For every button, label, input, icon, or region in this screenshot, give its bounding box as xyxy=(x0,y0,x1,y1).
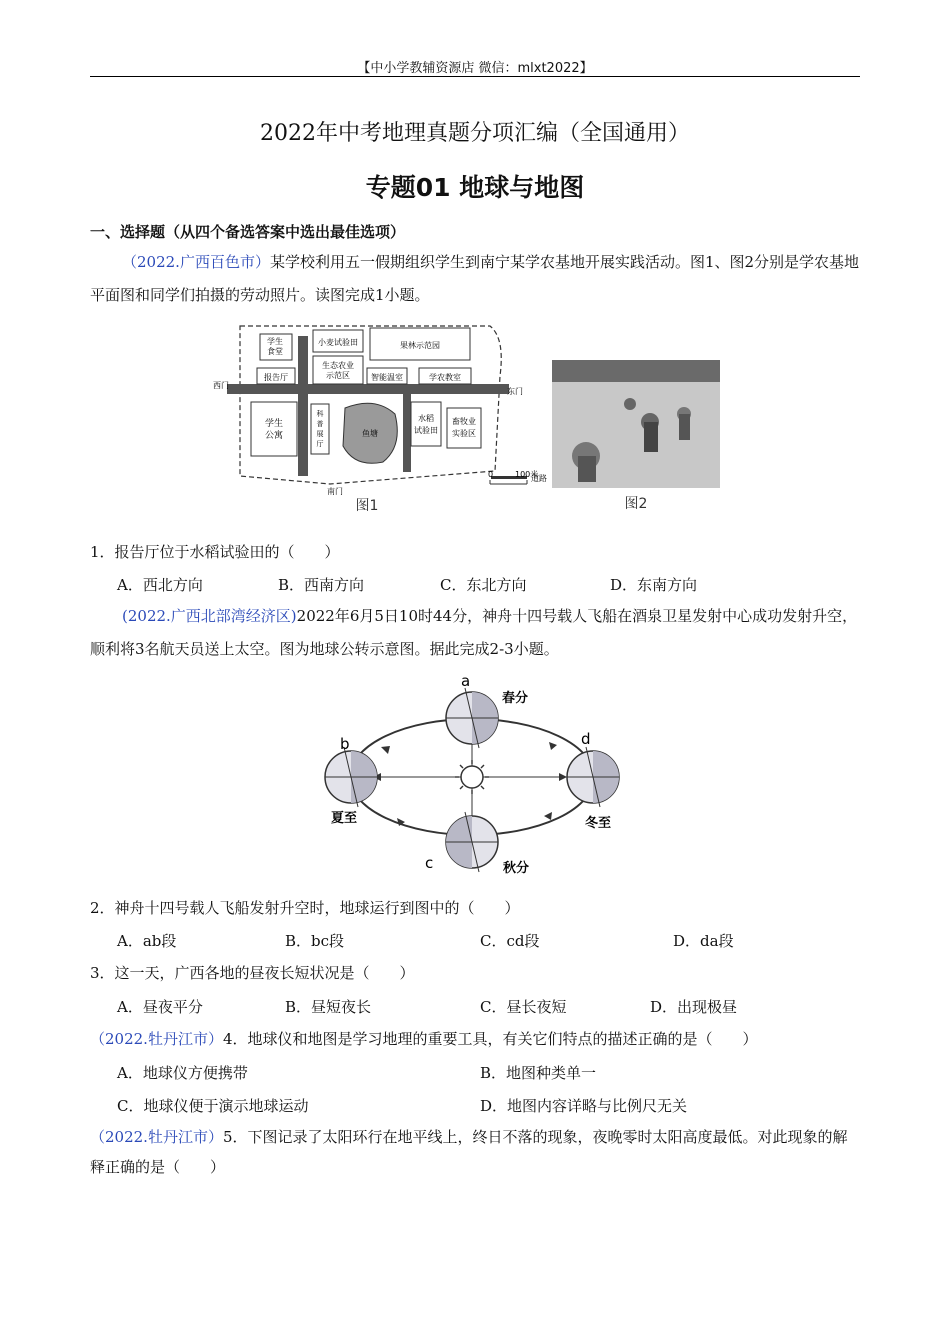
header-rule xyxy=(90,76,860,77)
q4-option-c: C．地球仪便于演示地球运动 xyxy=(117,1097,309,1115)
svg-text:食堂: 食堂 xyxy=(267,347,283,356)
q5-stem: 5．下图记录了太阳环行在地平线上，终日不落的现象，夜晚零时太阳高度最低。对此现象的解释正确的是（ ） xyxy=(90,1128,848,1176)
figure3-orbit-diagram xyxy=(315,672,635,882)
q1-option-c: C．东北方向 xyxy=(440,576,527,594)
svg-text:试验田: 试验田 xyxy=(414,426,438,435)
earth-b-icon xyxy=(325,747,377,807)
label-canteen: 学生 xyxy=(267,337,283,346)
q2-option-d: D．da段 xyxy=(673,932,734,950)
label-east-gate: 东门 xyxy=(507,387,523,396)
label-science-hall: 科 xyxy=(316,410,324,418)
block2-intro xyxy=(90,600,862,666)
label-south-gate: 南门 xyxy=(327,487,343,496)
q2-option-a: A．ab段 xyxy=(117,932,177,950)
svg-text:公寓: 公寓 xyxy=(264,431,284,441)
earth-a-icon xyxy=(446,688,498,748)
orbit-label-d: d xyxy=(581,730,591,748)
svg-text:厅: 厅 xyxy=(316,440,324,448)
figure1-caption: 图1 xyxy=(355,498,379,514)
page-header: 【中小学教辅资源店 微信：mlxt2022】 xyxy=(357,61,593,76)
label-spring-equinox: 春分 xyxy=(502,691,529,706)
svg-text:示范区: 示范区 xyxy=(326,371,350,380)
q4-option-a: A．地球仪方便携带 xyxy=(117,1064,248,1082)
label-orchard: 果林示范园 xyxy=(400,341,440,350)
question-3-stem: 3．这一天，广西各地的昼夜长短状况是（ ） xyxy=(90,964,415,982)
question-5-stem-block xyxy=(90,1122,862,1182)
svg-text:展: 展 xyxy=(316,430,324,438)
q1-option-a: A．西北方向 xyxy=(117,576,203,594)
block2-source: (2022.广西北部湾经济区) xyxy=(122,607,297,625)
figure2-caption: 图2 xyxy=(624,496,648,512)
earth-d-icon xyxy=(567,747,619,807)
document-subtitle: 专题01 地球与地图 xyxy=(365,173,585,202)
label-eco-farm: 生态农业 xyxy=(322,361,354,370)
block1-text: 某学校利用五一假期组织学生到南宁某学农基地开展实践活动。图1、图2分别是学农基地平面图和同学们拍摄的劳动照片。读图完成1小题。 xyxy=(90,253,860,304)
question-2-stem: 2．神舟十四号载人飞船发射升空时，地球运行到图中的（ ） xyxy=(90,899,520,917)
svg-text:普: 普 xyxy=(316,420,324,428)
label-road: 道路 xyxy=(531,474,547,483)
q3-option-b: B．昼短夜长 xyxy=(285,998,372,1016)
document-title: 2022年中考地理真题分项汇编（全国通用） xyxy=(260,121,690,146)
label-wheat: 小麦试验田 xyxy=(318,338,358,347)
q5-source: （2022.牡丹江市） xyxy=(90,1128,223,1146)
label-scale-zero: 0 xyxy=(488,470,494,479)
earth-c-icon xyxy=(446,812,498,872)
q4-option-b: B．地图种类单一 xyxy=(480,1064,597,1082)
label-classroom: 学农教室 xyxy=(429,373,461,382)
label-autumn-equinox: 秋分 xyxy=(503,861,530,876)
label-livestock: 畜牧业 xyxy=(452,417,476,426)
q4-source: （2022.牡丹江市） xyxy=(90,1030,223,1048)
label-report-hall: 报告厅 xyxy=(264,373,288,382)
orbit-label-c: c xyxy=(425,854,434,872)
block1-intro xyxy=(90,246,862,312)
label-pond: 鱼塘 xyxy=(362,429,378,438)
orbit-label-a: a xyxy=(461,672,471,690)
block1-source: （2022.广西百色市） xyxy=(122,253,270,271)
label-winter-solstice: 冬至 xyxy=(585,816,612,831)
q3-option-d: D．出现极昼 xyxy=(650,998,738,1016)
figure2-photo xyxy=(552,360,722,518)
q2-option-b: B．bc段 xyxy=(285,932,345,950)
section-heading: 一、选择题（从四个备选答案中选出最佳选项） xyxy=(90,223,406,241)
label-scale: 100米 xyxy=(515,470,539,479)
q4-option-d: D．地图内容详略与比例尺无关 xyxy=(480,1097,688,1115)
label-summer-solstice: 夏至 xyxy=(331,811,358,826)
label-smart-greenhouse: 智能温室 xyxy=(371,373,403,382)
block2-text: 2022年6月5日10时44分，神舟十四号载人飞船在酒泉卫星发射中心成功发射升空，顺利将3名航天员送上太空。图为地球公转示意图。据此完成2-3小题。 xyxy=(90,607,858,658)
question-1-stem: 1．报告厅位于水稻试验田的（ ） xyxy=(90,543,340,561)
q1-option-d: D．东南方向 xyxy=(610,576,698,594)
svg-text:实验区: 实验区 xyxy=(452,429,476,438)
q2-option-c: C．cd段 xyxy=(480,932,540,950)
q1-option-b: B．西南方向 xyxy=(278,576,365,594)
q3-option-a: A．昼夜平分 xyxy=(117,998,203,1016)
label-west-gate: 西门 xyxy=(213,381,229,390)
label-rice: 水稻 xyxy=(418,414,434,423)
label-dorm: 学生 xyxy=(264,419,284,429)
q3-option-c: C．昼长夜短 xyxy=(480,998,567,1016)
orbit-label-b: b xyxy=(340,735,350,753)
question-4-stem-line xyxy=(90,1028,758,1049)
q4-stem: 4．地球仪和地图是学习地理的重要工具，有关它们特点的描述正确的是（ ） xyxy=(222,1030,758,1048)
figure1-farm-map xyxy=(205,316,545,516)
